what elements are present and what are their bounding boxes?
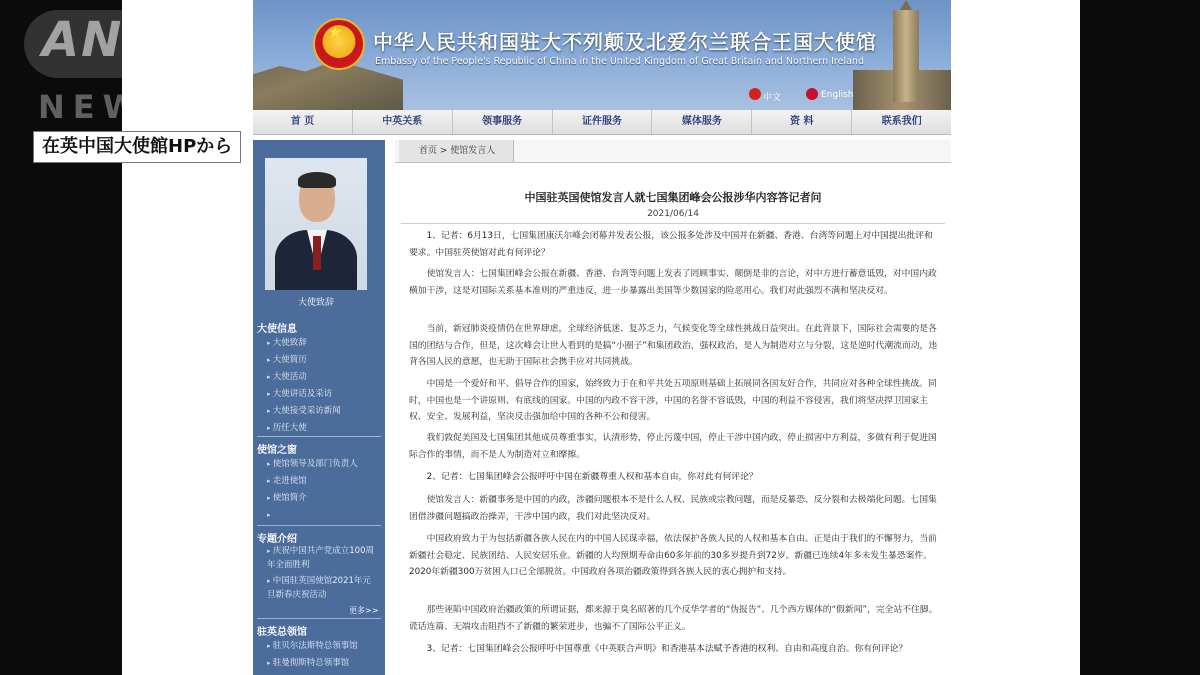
site-title-zh: 中华人民共和国驻大不列颠及北爱尔兰联合王国大使馆 <box>373 30 877 54</box>
site-banner <box>253 0 951 110</box>
sidebar-list-topics <box>267 544 379 602</box>
breadcrumb-bar <box>395 140 951 163</box>
nav-home[interactable]: 首 页 <box>253 110 353 134</box>
sidebar-item[interactable]: ▸ 驻曼彻斯特总领事馆 <box>267 655 358 672</box>
more-link[interactable]: 更多>> <box>349 606 379 615</box>
article-date: 2021/06/14 <box>647 209 699 219</box>
sidebar-item[interactable]: ▸ 大使活动 <box>267 369 341 386</box>
uk-flag-icon <box>806 88 818 100</box>
article-paragraph: 3、记者：七国集团峰会公报呼吁中国尊重《中英联合声明》和香港基本法赋予香港的权利、自由和高度自治。你有何评论？ <box>426 644 908 654</box>
sidebar-item <box>267 507 358 524</box>
nav-consular[interactable]: 领事服务 <box>453 110 553 134</box>
nav-documents[interactable]: 证件服务 <box>553 110 653 134</box>
sidebar-item[interactable]: ▸ 走进使馆 <box>267 473 358 490</box>
lang-zh-link[interactable]: 中文 <box>763 93 782 103</box>
sidebar-list-ambassador <box>267 335 341 437</box>
article-paragraph: 那些诬陷中国政府治疆政策的所谓证据，都来源于臭名昭著的几个反华学者的“伪报告”、几个西方媒体的“假新闻”，完全站不住脚。谎话连篇、无端攻击阻挡不了新疆的繁荣进步，也骗不了国际公平正义。 <box>409 605 938 632</box>
ambassador-photo[interactable] <box>265 158 367 290</box>
sidebar-divider <box>257 436 381 437</box>
article-paragraph: 1、记者：6月13日，七国集团康沃尔峰会闭幕并发表公报，该公报多处涉及中国并在新疆、香港、台湾等问题上对中国提出批评和要求。中国驻英使馆对此有何评论？ <box>409 231 933 258</box>
article-paragraph: 当前，新冠肺炎疫情仍在世界肆虐，全球经济低迷、复苏乏力，气候变化等全球性挑战日益突出。在此背景下，国际社会需要的是各国的团结与合作，但是，这次峰会让世人看到的是搞“小圈子”和集团政治，强权政治，是人为制造对立与分裂，这是逆时代潮流而动，违背各国人民的意愿，也无助于国际社会携手应对共同挑战。 <box>409 324 938 367</box>
sidebar-item[interactable]: ▸ 驻贝尔法斯特总领事馆 <box>267 638 358 655</box>
sidebar-item[interactable]: ▸ 中国驻英国使馆2021年元旦新春庆祝活动 <box>267 574 379 602</box>
sidebar-section-consulates: 驻英总领馆 <box>257 627 307 638</box>
article-paragraph: 2、记者：七国集团峰会公报呼吁中国在新疆尊重人权和基本自由，你对此有何评论？ <box>426 472 758 482</box>
main-content <box>395 140 951 675</box>
emblem-star-icon: ★ <box>327 22 344 43</box>
sidebar-item[interactable]: ▸ 大使接受采访新闻 <box>267 403 341 420</box>
sidebar-item[interactable]: ▸ 大使讲话及采访 <box>267 386 341 403</box>
site-title-en: Embassy of the People's Republic of China in the United Kingdom of Great Britain and Northern Ireland <box>375 56 864 67</box>
article-paragraph: 使馆发言人：七国集团峰会公报在新疆、香港、台湾等问题上发表了罔顾事实、颠倒是非的言论，对中方进行蓄意诋毁，对中国内政横加干涉，这是对国际关系基本准则的严重违反，进一步暴露出美国等少数国家的险恶用心。我们对此强烈不满和坚决反对。 <box>409 269 937 296</box>
article-paragraph: 使馆发言人：新疆事务是中国的内政，涉疆问题根本不是什么人权、民族或宗教问题，而是反暴恐、反分裂和去极端化问题。七国集团借涉疆问题搞政治操弄，干涉中国内政，我们对此坚决反对。 <box>409 495 937 522</box>
ann-logo-text: ANN <box>42 12 166 68</box>
sidebar-item[interactable]: ▸ 历任大使 <box>267 420 341 437</box>
article-paragraph: 中国是一个爱好和平、倡导合作的国家，始终致力于在和平共处五项原则基础上拓展同各国友好合作，共同应对各种全球性挑战。同时，中国也是一个讲原则、有底线的国家。中国的内政不容干涉，中国的名誉不容诋毁，中国的利益不容侵害，我们将坚决捍卫国家主权、安全、发展利益，坚决反击强加给中国的各种不公和侵害。 <box>409 379 937 422</box>
nav-media[interactable]: 媒体服务 <box>652 110 752 134</box>
article-divider <box>401 223 945 224</box>
sidebar-list-embassy <box>267 456 358 524</box>
sidebar-section-ambassador: 大使信息 <box>257 324 297 335</box>
main-nav <box>253 110 951 135</box>
news-logo-text: NEWS <box>38 88 177 126</box>
sidebar-list-consulates <box>267 638 358 672</box>
sidebar <box>253 140 385 675</box>
browser-page <box>122 0 1080 675</box>
nav-resources[interactable]: 资 料 <box>752 110 852 134</box>
sidebar-item[interactable]: ▸ 使馆简介 <box>267 490 358 507</box>
sidebar-divider <box>257 618 381 619</box>
article-paragraph: 中国政府致力于为包括新疆各族人民在内的中国人民谋幸福，依法保护各族人民的人权和基本自由。正是由于我们的不懈努力，当前新疆社会稳定、民族团结、人民安居乐业。新疆的人均预期寿命由60多年前的30多岁提升到72岁。新疆已连续4年多未发生暴恐案件。2020年新疆300万贫困人口已全部脱贫。中国政府各项治疆政策得到各族人民的衷心拥护和支持。 <box>409 534 937 577</box>
nav-contact[interactable]: 联系我们 <box>881 116 922 127</box>
article-paragraph: 我们敦促美国及七国集团其他成员尊重事实，认清形势，停止污蔑中国，停止干涉中国内政，停止损害中方利益，多做有利于促进国际合作的事情，而不是人为制造对立和摩擦。 <box>409 433 937 460</box>
sidebar-item[interactable]: ▸ 庆祝中国共产党成立100周年全面胜利 <box>267 544 379 572</box>
sidebar-section-embassy: 使馆之窗 <box>257 445 297 456</box>
tv-caption: 在英中国大使館HPから <box>33 131 241 163</box>
china-flag-icon <box>749 88 761 100</box>
article-title: 中国驻英国使馆发言人就七国集团峰会公报涉华内容答记者问 <box>524 191 822 204</box>
photo-hair <box>298 172 336 188</box>
sidebar-divider <box>257 525 381 526</box>
nav-relations[interactable]: 中英关系 <box>353 110 453 134</box>
sidebar-item[interactable]: ▸ 使馆领导及部门负责人 <box>267 456 358 473</box>
sidebar-section-topics: 专题介绍 <box>257 534 297 545</box>
breadcrumb[interactable]: 首页 > 使馆发言人 <box>399 140 514 162</box>
big-ben-image <box>893 10 919 102</box>
sidebar-item[interactable]: ▸ 大使简历 <box>267 352 341 369</box>
photo-tie <box>313 236 321 270</box>
embassy-site <box>253 0 951 675</box>
ambassador-caption[interactable]: 大使致辞 <box>297 298 334 308</box>
lang-en-link[interactable]: English <box>821 90 854 100</box>
sidebar-item[interactable]: ▸ 大使致辞 <box>267 335 341 352</box>
